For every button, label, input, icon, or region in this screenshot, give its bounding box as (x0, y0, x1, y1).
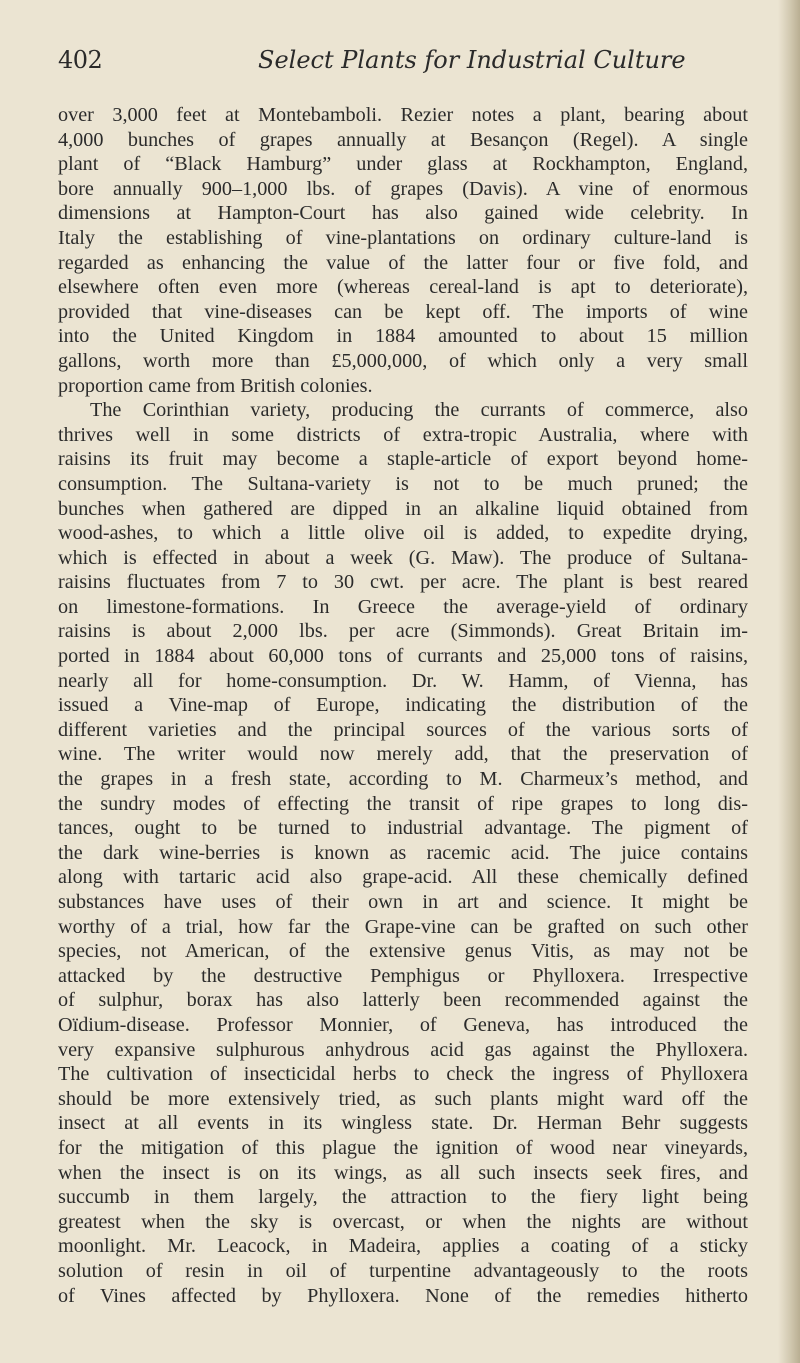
text-line: worthy of a trial, how far the Grape-vine can be grafted on such other (58, 915, 748, 938)
text-line: plant of “Black Hamburg” under glass at Rockhampton, England, (58, 153, 748, 176)
text-line: when the insect is on its wings, as all such insects seek fires, and (58, 1161, 748, 1184)
text-line: the dark wine-berries is known as racemic acid. The juice contains (58, 841, 748, 864)
text-line: on limestone-formations. In Greece the average-yield of ordinary (58, 595, 748, 618)
text-line: bunches when gathered are dipped in an alkaline liquid obtained from (58, 497, 748, 520)
text-line: succumb in them largely, the attraction to the fiery light being (58, 1186, 748, 1209)
text-line: of sulphur, borax has also latterly been recommended against the (58, 989, 748, 1012)
text-line: very expansive sulphurous anhydrous acid gas against the Phylloxera. (58, 1038, 748, 1061)
page-header (58, 46, 758, 86)
text-line: wood-ashes, to which a little olive oil is added, to expedite drying, (58, 522, 748, 545)
text-line: moonlight. Mr. Leacock, in Madeira, applies a coating of a sticky (58, 1235, 748, 1258)
text-line: elsewhere often even more (whereas cereal-land is apt to deteriorate), (58, 276, 748, 299)
text-line: 4,000 bunches of grapes annually at Besançon (Regel). A single (58, 128, 748, 151)
text-line: insect at all events in its wingless state. Dr. Herman Behr suggests (58, 1112, 748, 1135)
text-line: greatest when the sky is overcast, or when the nights are without (58, 1210, 748, 1233)
text-line: tances, ought to be turned to industrial advantage. The pigment of (58, 817, 748, 840)
text-line: which is effected in about a week (G. Maw). The produce of Sultana- (58, 546, 748, 569)
body-text (58, 103, 748, 1308)
text-line: thrives well in some districts of extra-tropic Australia, where with (58, 423, 748, 446)
text-line: substances have uses of their own in art and science. It might be (58, 891, 748, 913)
text-line: the grapes in a fresh state, according to M. Charmeux’s method, and (58, 768, 748, 791)
text-line: the sundry modes of effecting the transit of ripe grapes to long dis- (58, 792, 748, 815)
text-line: of Vines affected by Phylloxera. None of the remedies hitherto (58, 1284, 748, 1307)
text-line: nearly all for home-consumption. Dr. W. Hamm, of Vienna, has (58, 669, 748, 692)
text-line: regarded as enhancing the value of the latter four or five fold, and (58, 251, 748, 274)
text-line: solution of resin in oil of turpentine advantageously to the roots (58, 1259, 748, 1282)
text-line: wine. The writer would now merely add, that the preservation of (58, 743, 748, 766)
running-title: Select Plants for Industrial Culture (258, 46, 686, 74)
text-line: The cultivation of insecticidal herbs to check the ingress of Phylloxera (58, 1063, 748, 1086)
text-line: for the mitigation of this plague the ignition of wood near vineyards, (58, 1136, 748, 1159)
text-line: dimensions at Hampton-Court has also gained wide celebrity. In (58, 202, 748, 225)
text-line: provided that vine-diseases can be kept off. The imports of wine (58, 300, 748, 323)
paragraph (58, 398, 748, 1308)
text-line: into the United Kingdom in 1884 amounted to about 15 million (58, 325, 748, 348)
text-line: raisins its fruit may become a staple-article of export beyond home- (58, 448, 748, 471)
text-line: Oïdium-disease. Professor Monnier, of Geneva, has introduced the (58, 1013, 748, 1036)
paragraph (58, 103, 748, 398)
text-line: attacked by the destructive Pemphigus or Phylloxera. Irrespective (58, 964, 748, 987)
text-line: species, not American, of the extensive genus Vitis, as may not be (58, 940, 748, 963)
text-line: The Corinthian variety, producing the currants of commerce, also (90, 399, 748, 422)
page-number: 402 (58, 46, 103, 74)
text-line: proportion came from British colonies. (58, 374, 373, 397)
text-line: Italy the establishing of vine-plantations on ordinary culture-land is (58, 226, 748, 249)
text-line: raisins fluctuates from 7 to 30 cwt. per acre. The plant is best reared (58, 571, 748, 594)
text-line: along with tartaric acid also grape-acid. All these chemically defined (58, 866, 748, 889)
text-line: issued a Vine-map of Europe, indicating the distribution of the (58, 694, 748, 717)
text-line: different varieties and the principal sources of the various sorts of (58, 718, 748, 741)
text-line: raisins is about 2,000 lbs. per acre (Simmonds). Great Britain im- (58, 620, 748, 643)
text-line: ported in 1884 about 60,000 tons of currants and 25,000 tons of raisins, (58, 645, 748, 668)
text-line: over 3,000 feet at Montebamboli. Rezier notes a plant, bearing about (58, 104, 748, 126)
text-line: bore annually 900–1,000 lbs. of grapes (Davis). A vine of enormous (58, 177, 748, 200)
text-line: consumption. The Sultana-variety is not to be much pruned; the (58, 472, 748, 495)
text-line: should be more extensively tried, as such plants might ward off the (58, 1087, 748, 1110)
page-edge-shadow (778, 0, 800, 1363)
text-line: gallons, worth more than £5,000,000, of which only a very small (58, 349, 748, 372)
